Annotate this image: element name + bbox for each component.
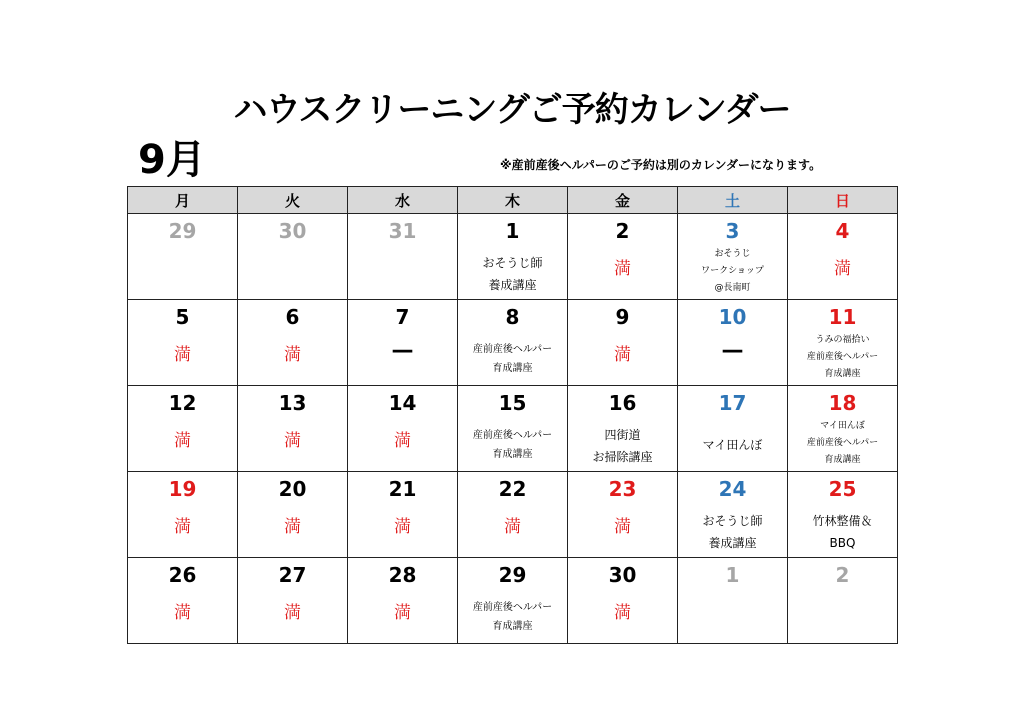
event-line: 満 <box>174 603 191 623</box>
calendar-day-cell <box>678 472 788 558</box>
calendar-day-cell <box>678 386 788 472</box>
calendar-day-cell <box>568 214 678 300</box>
day-events <box>678 340 787 362</box>
day-events <box>348 340 457 362</box>
calendar-day-cell <box>788 300 898 386</box>
day-events <box>678 434 787 456</box>
calendar-day-cell <box>128 472 238 558</box>
calendar-week-row <box>128 214 898 300</box>
event-line: ワークショップ <box>701 266 764 276</box>
full-booked-mark <box>348 430 457 452</box>
calendar-day-cell <box>568 386 678 472</box>
calendar-day-cell <box>788 472 898 558</box>
full-booked-mark <box>568 516 677 538</box>
event-line: うみの福拾い <box>815 335 870 345</box>
calendar-week-row <box>128 300 898 386</box>
full-booked-mark <box>128 344 237 366</box>
calendar-day-cell <box>568 472 678 558</box>
day-number: 20 <box>278 477 307 501</box>
event-line: お掃除講座 <box>592 450 653 464</box>
event-line: 育成講座 <box>492 363 533 374</box>
day-number: 18 <box>828 391 857 415</box>
event-line: 満 <box>174 431 191 451</box>
weekday-sun: 日 <box>788 187 898 214</box>
day-number: 11 <box>828 305 857 329</box>
calendar-day-cell <box>348 558 458 644</box>
calendar-day-cell <box>678 558 788 644</box>
calendar-day-cell <box>238 558 348 644</box>
calendar-week-row <box>128 558 898 644</box>
day-number: 28 <box>388 563 417 587</box>
day-events <box>678 510 787 554</box>
full-booked-mark <box>458 516 567 538</box>
weekday-tue: 火 <box>238 187 348 214</box>
calendar-day-cell <box>678 214 788 300</box>
calendar-day-cell <box>238 214 348 300</box>
calendar-day-cell <box>458 300 568 386</box>
event-line: — <box>721 338 744 363</box>
event-line: BBQ <box>829 536 856 550</box>
calendar-day-cell <box>238 472 348 558</box>
event-line: マイ田んぼ <box>702 438 763 452</box>
event-line: 満 <box>284 431 301 451</box>
calendar-week-row <box>128 472 898 558</box>
full-booked-mark <box>128 430 237 452</box>
calendar-day-cell <box>238 386 348 472</box>
booking-note: ※産前産後ヘルパーのご予約は別のカレンダーになります。 <box>500 158 822 172</box>
day-number: 6 <box>285 305 300 329</box>
day-number: 21 <box>388 477 417 501</box>
event-line: 満 <box>614 345 631 365</box>
calendar-body <box>128 214 898 644</box>
calendar-day-cell <box>128 214 238 300</box>
weekday-header-row <box>128 187 898 214</box>
day-events <box>568 424 677 468</box>
calendar-day-cell <box>458 214 568 300</box>
day-number: 1 <box>505 219 520 243</box>
day-number: 2 <box>835 563 850 587</box>
event-line: 満 <box>284 517 301 537</box>
calendar-day-cell <box>128 300 238 386</box>
day-number: 29 <box>168 219 197 243</box>
day-number: 5 <box>175 305 190 329</box>
full-booked-mark <box>238 344 347 366</box>
day-number: 30 <box>278 219 307 243</box>
day-events <box>788 510 897 554</box>
day-events <box>458 252 567 296</box>
day-number: 12 <box>168 391 197 415</box>
calendar-day-cell <box>458 472 568 558</box>
weekday-mon: 月 <box>128 187 238 214</box>
event-line: 育成講座 <box>824 369 861 379</box>
day-events <box>458 426 567 464</box>
full-booked-mark <box>568 602 677 624</box>
event-line: 満 <box>394 517 411 537</box>
event-line: 満 <box>614 603 631 623</box>
event-line: 満 <box>174 345 191 365</box>
event-line: 産前産後ヘルパー <box>472 344 553 355</box>
full-booked-mark <box>348 602 457 624</box>
full-booked-mark <box>568 344 677 366</box>
day-number: 8 <box>505 305 520 329</box>
event-line: — <box>391 338 414 363</box>
calendar-day-cell <box>348 386 458 472</box>
day-events <box>458 340 567 378</box>
day-number: 26 <box>168 563 197 587</box>
day-number: 1 <box>725 563 740 587</box>
event-line: 育成講座 <box>492 449 533 460</box>
day-number: 10 <box>718 305 747 329</box>
weekday-thu: 木 <box>458 187 568 214</box>
event-line: 産前産後ヘルパー <box>806 438 879 448</box>
event-line: おそうじ師 <box>482 256 543 270</box>
day-number: 22 <box>498 477 527 501</box>
calendar-day-cell <box>348 300 458 386</box>
day-events <box>788 418 897 469</box>
event-line: 満 <box>394 431 411 451</box>
event-line: 養成講座 <box>488 278 537 292</box>
weekday-wed: 水 <box>348 187 458 214</box>
full-booked-mark <box>568 258 677 280</box>
day-events <box>678 246 787 297</box>
full-booked-mark <box>238 516 347 538</box>
day-number: 15 <box>498 391 527 415</box>
day-number: 27 <box>278 563 307 587</box>
calendar-day-cell <box>568 300 678 386</box>
event-line: 育成講座 <box>492 621 533 632</box>
weekday-sat: 土 <box>678 187 788 214</box>
calendar-day-cell <box>128 558 238 644</box>
calendar-day-cell <box>348 214 458 300</box>
day-number: 31 <box>388 219 417 243</box>
full-booked-mark <box>348 516 457 538</box>
day-number: 29 <box>498 563 527 587</box>
event-line: 満 <box>284 345 301 365</box>
calendar-day-cell <box>458 558 568 644</box>
day-number: 16 <box>608 391 637 415</box>
month-label: 9月 <box>138 137 206 183</box>
day-events <box>788 332 897 383</box>
day-number: 13 <box>278 391 307 415</box>
event-line: 産前産後ヘルパー <box>472 430 553 441</box>
calendar-day-cell <box>238 300 348 386</box>
day-number: 24 <box>718 477 747 501</box>
calendar-day-cell <box>678 300 788 386</box>
calendar-grid <box>127 186 898 644</box>
event-line: 満 <box>834 259 851 279</box>
calendar-day-cell <box>348 472 458 558</box>
calendar-week-row <box>128 386 898 472</box>
day-number: 3 <box>725 219 740 243</box>
event-line: マイ田んぼ <box>820 421 865 431</box>
calendar-day-cell <box>788 214 898 300</box>
calendar-day-cell <box>128 386 238 472</box>
day-number: 9 <box>615 305 630 329</box>
event-line: 産前産後ヘルパー <box>806 352 879 362</box>
full-booked-mark <box>238 430 347 452</box>
day-number: 30 <box>608 563 637 587</box>
calendar-day-cell <box>568 558 678 644</box>
event-line: おそうじ <box>714 249 751 259</box>
day-number: 17 <box>718 391 747 415</box>
event-line: 満 <box>504 517 521 537</box>
day-number: 2 <box>615 219 630 243</box>
event-line: 満 <box>284 603 301 623</box>
event-line: @長南町 <box>714 283 751 293</box>
calendar-day-cell <box>788 386 898 472</box>
event-line: 育成講座 <box>824 455 861 465</box>
event-line: 満 <box>614 517 631 537</box>
full-booked-mark <box>128 516 237 538</box>
calendar-day-cell <box>788 558 898 644</box>
weekday-fri: 金 <box>568 187 678 214</box>
full-booked-mark <box>128 602 237 624</box>
event-line: 満 <box>394 603 411 623</box>
day-number: 14 <box>388 391 417 415</box>
full-booked-mark <box>788 258 897 280</box>
day-number: 19 <box>168 477 197 501</box>
day-number: 25 <box>828 477 857 501</box>
day-number: 7 <box>395 305 410 329</box>
event-line: 竹林整備＆ <box>812 514 873 528</box>
event-line: 四街道 <box>604 428 641 442</box>
event-line: 産前産後ヘルパー <box>472 602 553 613</box>
page-title: ハウスクリーニングご予約カレンダー <box>233 90 791 130</box>
day-events <box>458 598 567 636</box>
full-booked-mark <box>238 602 347 624</box>
event-line: 満 <box>174 517 191 537</box>
day-number: 23 <box>608 477 637 501</box>
day-number: 4 <box>835 219 850 243</box>
calendar-day-cell <box>458 386 568 472</box>
event-line: おそうじ師 <box>702 514 763 528</box>
event-line: 養成講座 <box>708 536 757 550</box>
event-line: 満 <box>614 259 631 279</box>
